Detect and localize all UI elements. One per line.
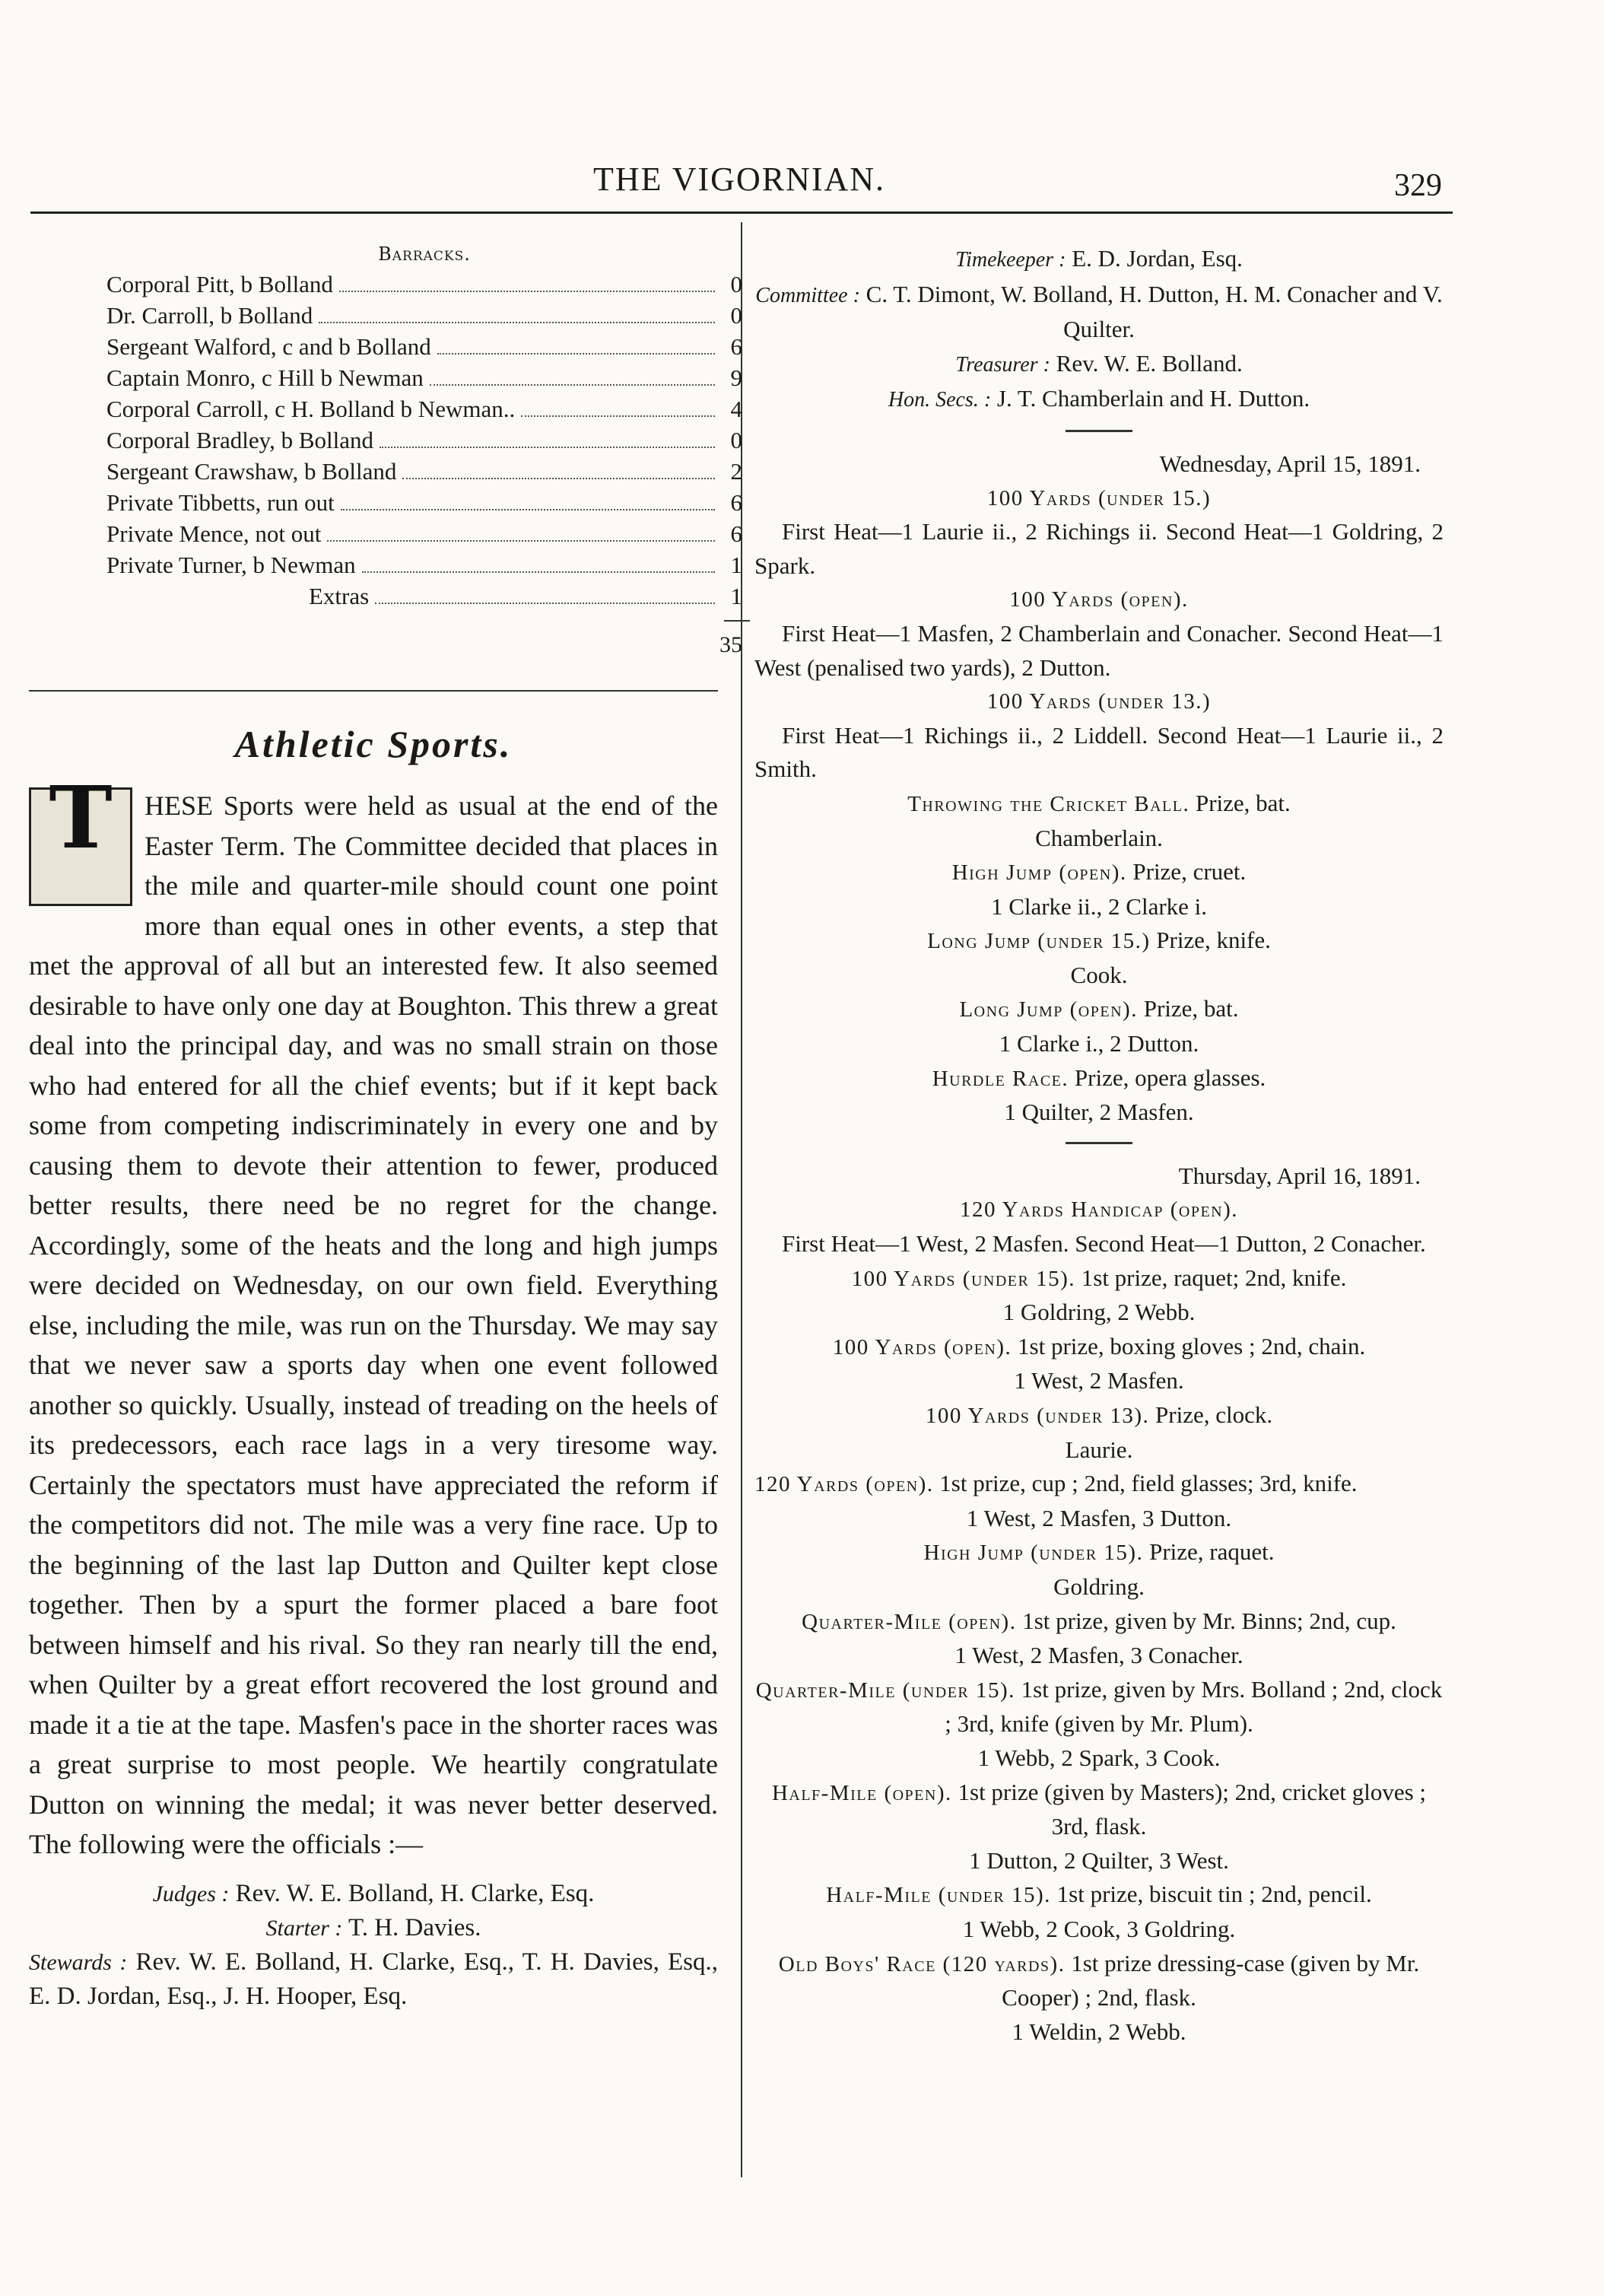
event-line [754,1061,1444,1096]
dot-leader [430,384,715,386]
event-result: 1 West, 2 Masfen, 3 Dutton. [966,1504,1232,1531]
scorecard-rows [106,271,742,614]
thursday-date: Thursday, April 16, 1891. [1178,1162,1421,1189]
page-header [30,160,1453,215]
event-title: 120 Yards Handicap (open). [959,1197,1239,1223]
timekeeper-line [754,242,1444,278]
event-title: 100 Yards (under 15). [851,1266,1075,1291]
batsman-name: Dr. Carroll, b Bolland [106,302,313,329]
runs: 1 [730,552,742,578]
officials-list [29,1877,718,2013]
right-column [754,242,1444,2049]
score-row [106,364,742,396]
article-body [29,768,718,1865]
event-line [754,1398,1444,1433]
runs: 1 [730,583,742,609]
runs: 0 [730,427,742,453]
stewards-line [29,1945,718,2013]
treasurer-line [754,347,1444,383]
dot-leader [339,291,715,292]
event-title: Quarter-Mile (under 15). [755,1677,1015,1703]
dot-leader [327,540,715,542]
scorecard-total: 35 [719,632,742,657]
total-rule [724,620,750,622]
event-prize: Prize, opera glasses. [1074,1064,1266,1091]
section-rule [29,690,718,692]
score-row [106,396,742,427]
event-title: 120 Yards (open). [754,1472,934,1497]
runs: 9 [730,364,742,391]
event-title: Long Jump (under 15.) [927,929,1151,954]
event-prize: 1st prize, biscuit tin ; 2nd, pencil. [1056,1881,1372,1908]
dot-leader [437,353,715,355]
left-column [29,243,742,2013]
header-rule [30,211,1453,214]
batsman-name: Corporal Pitt, b Bolland [106,271,333,297]
score-row [106,458,742,489]
event-title: 100 Yards (open). [832,1334,1012,1359]
dot-leader [521,415,715,417]
runs: 2 [730,458,742,485]
event-result: 1 Clarke i., 2 Dutton. [999,1030,1199,1057]
event-result: 1 West, 2 Masfen. [1014,1367,1184,1394]
event-title: High Jump (open). [951,860,1127,886]
runs: 6 [730,520,742,547]
score-row [106,302,742,333]
event-result: First Heat—1 Richings ii., 2 Liddell. Second Heat—1 Laurie ii., 2 Smith. [754,721,1444,783]
event-title: Throwing the Cricket Ball. [907,791,1190,816]
event-line [754,992,1444,1027]
secretaries-value: J. T. Chamberlain and H. Dutton. [996,385,1310,412]
runs: 4 [730,396,742,422]
article-text: HESE Sports were held as usual at the end of the Easter Term. The Committee decided that places in the mile and quarter-mile should count one point more than equal ones in other events, a step that met the approval of all but an interested few. It also seemed desirable to have only one day at Boughton. This threw a great deal into the principal day, and was no small strain on those who had entered for all the chief events; but if it kept back some from competing indiscriminately in every one and by causing them to devote their attention to fewer, produced better results, there need be no regret for the change. Accordingly, some of the heats and the long and high jumps were decided on Wednesday, on our own field. Everything else, including the mile, was run on the Thursday. We may say that we never saw a sports day when one event followed another so quickly. Usually, instead of treading on the heels of its predecessors, each race lags in a very tiresome way. Certainly the spectators must have appreciated the reform if the competitors did not. The mile was a very fine race. Up to the beginning of the last lap Dutton and Quilter kept close together. Then by a spurt the former placed a bare foot between himself and his rival. So they ran nearly till the end, when Quilter by a great effort recovered the lost ground and made it a tie at the tape. Masfen's pace in the shorter races was a great surprise to most people. We heartily congratulate Dutton on winning the medal; it was never better deserved. The following were the officials :— [29,790,718,1859]
judges-line [29,1877,718,1911]
treasurer-value: Rev. W. E. Bolland. [1056,349,1243,377]
score-row [106,520,742,552]
event-title: Hurdle Race. [932,1066,1069,1091]
event-line [754,1947,1444,2015]
event-title: 100 Yards (under 13). [925,1404,1150,1428]
barracks-scorecard [106,243,742,658]
section-rule [1066,1142,1132,1144]
runs: 0 [730,302,742,329]
committee-label: Committee : [755,283,860,307]
dot-leader [402,478,715,479]
event-title: 100 Yards (open). [1009,587,1189,612]
event-prize: Prize, bat. [1195,789,1291,816]
runs: 0 [730,271,742,297]
runs: 6 [730,333,742,360]
article-heading: Athletic Sports. [234,723,513,765]
batsman-name: Private Mence, not out [106,520,322,547]
judges-label: Judges : [152,1881,230,1906]
event-prize: 1st prize (given by Masters); 2nd, cricket gloves ; 3rd, flask. [958,1778,1427,1840]
event-line [754,1878,1444,1913]
event-result: 1 Webb, 2 Spark, 3 Cook. [977,1744,1221,1771]
event-result: 1 West, 2 Masfen, 3 Conacher. [954,1642,1243,1669]
event-line [754,1673,1444,1741]
batsman-name: Sergeant Crawshaw, b Bolland [106,458,397,485]
batsman-name: Sergeant Walford, c and b Bolland [106,333,431,360]
secretaries-label: Hon. Secs. : [888,388,992,412]
event-result: 1 Dutton, 2 Quilter, 3 West. [969,1846,1229,1874]
event-prize: Prize, bat. [1143,995,1239,1022]
event-prize: Prize, cruet. [1132,858,1247,886]
event-line [754,1604,1444,1639]
event-title: High Jump (under 15). [923,1541,1144,1566]
batsman-name: Captain Monro, c Hill b Newman [106,364,424,391]
event-result: Chamberlain. [1035,824,1163,851]
score-row [106,271,742,302]
event-result: First Heat—1 Laurie ii., 2 Richings ii. Second Heat—1 Goldring, 2 Spark. [754,518,1444,579]
starter-line [29,1911,718,1945]
dot-leader [319,322,715,323]
event-prize: 1st prize, cup ; 2nd, field glasses; 3rd, knife. [939,1470,1358,1497]
event-result: 1 Weldin, 2 Webb. [1012,2018,1186,2045]
secretaries-line [754,382,1444,418]
drop-cap-ornament [29,768,132,906]
drop-cap-letter: T [49,768,113,868]
runs: 6 [730,489,742,516]
stewards-value: Rev. W. E. Bolland, H. Clarke, Esq., T. H. Davies, Esq., E. D. Jordan, Esq., J. H. Hooper, Esq. [29,1948,719,2010]
event-prize: Prize, raquet. [1149,1538,1275,1566]
event-prize: 1st prize, boxing gloves ; 2nd, chain. [1018,1332,1366,1359]
timekeeper-label: Timekeeper : [955,248,1066,272]
event-prize: 1st prize, given by Mrs. Bolland ; 2nd, clock ; 3rd, knife (given by Mr. Plum). [945,1675,1443,1738]
event-title: 100 Yards (under 15.) [986,485,1212,510]
scorecard-title: Barracks. [378,243,471,265]
event-prize: 1st prize dressing-case (given by Mr. Cooper) ; 2nd, flask. [1002,1949,1420,2011]
event-result: Cook. [1070,961,1128,988]
timekeeper-value: E. D. Jordan, Esq. [1072,245,1243,272]
event-title: 100 Yards (under 13.) [986,689,1212,714]
batsman-name: Private Turner, b Newman [106,552,356,578]
event-result: 1 Quilter, 2 Masfen. [1004,1099,1194,1126]
dot-leader [341,509,715,510]
batsman-name: Extras [309,583,370,609]
event-line [754,1467,1444,1502]
event-result: Laurie. [1065,1436,1133,1463]
event-result: 1 Webb, 2 Cook, 3 Goldring. [962,1915,1236,1942]
event-title: Old Boys' Race (120 yards). [778,1951,1066,1976]
stewards-label: Stewards : [29,1949,128,1975]
event-result: Goldring. [1053,1573,1145,1600]
event-result: 1 Clarke ii., 2 Clarke i. [990,892,1208,920]
section-rule [1066,430,1132,432]
event-line [754,924,1444,959]
event-title: Quarter-Mile (open). [802,1609,1017,1634]
event-title: Long Jump (open). [959,997,1138,1022]
batsman-name: Private Tibbetts, run out [106,489,335,516]
score-row [106,552,742,583]
event-prize: 1st prize, given by Mr. Binns; 2nd, cup. [1022,1607,1396,1634]
treasurer-label: Treasurer : [955,352,1050,377]
dot-leader [380,447,715,448]
score-row [106,427,742,458]
committee-value: C. T. Dimont, W. Bolland, H. Dutton, H. M. Conacher and V. Quilter. [866,280,1443,343]
event-line [754,1261,1444,1296]
starter-label: Starter : [265,1915,343,1941]
event-line [754,1330,1444,1365]
committee-line [754,278,1444,347]
score-row [106,583,742,614]
dot-leader [362,571,715,573]
event-title: Half-Mile (under 15). [826,1883,1051,1908]
score-row [106,333,742,364]
starter-value: T. H. Davies. [348,1913,481,1941]
batsman-name: Corporal Bradley, b Bolland [106,427,373,453]
judges-value: Rev. W. E. Bolland, H. Clarke, Esq. [235,1879,595,1907]
event-prize: Prize, clock. [1155,1401,1273,1428]
event-result: First Heat—1 West, 2 Masfen. Second Heat—1 Dutton, 2 Conacher. [782,1230,1426,1258]
event-line [754,1535,1444,1570]
page-number: 329 [1394,168,1442,203]
event-result: First Heat—1 Masfen, 2 Chamberlain and Conacher. Second Heat—1 West (penalised two yards), 2 Dutton. [754,619,1444,681]
event-result: 1 Goldring, 2 Webb. [1002,1299,1196,1326]
event-title: Half-Mile (open). [771,1780,952,1805]
batsman-name: Corporal Carroll, c H. Bolland b Newman.. [106,396,516,422]
dot-leader [375,603,715,604]
event-line [754,787,1444,822]
running-title: THE VIGORNIAN. [593,161,886,198]
event-line [754,1776,1444,1844]
event-line [754,855,1444,890]
wednesday-date: Wednesday, April 15, 1891. [1159,450,1421,477]
score-row [106,489,742,520]
event-prize: 1st prize, raquet; 2nd, knife. [1081,1264,1347,1291]
event-prize: Prize, knife. [1156,927,1271,954]
